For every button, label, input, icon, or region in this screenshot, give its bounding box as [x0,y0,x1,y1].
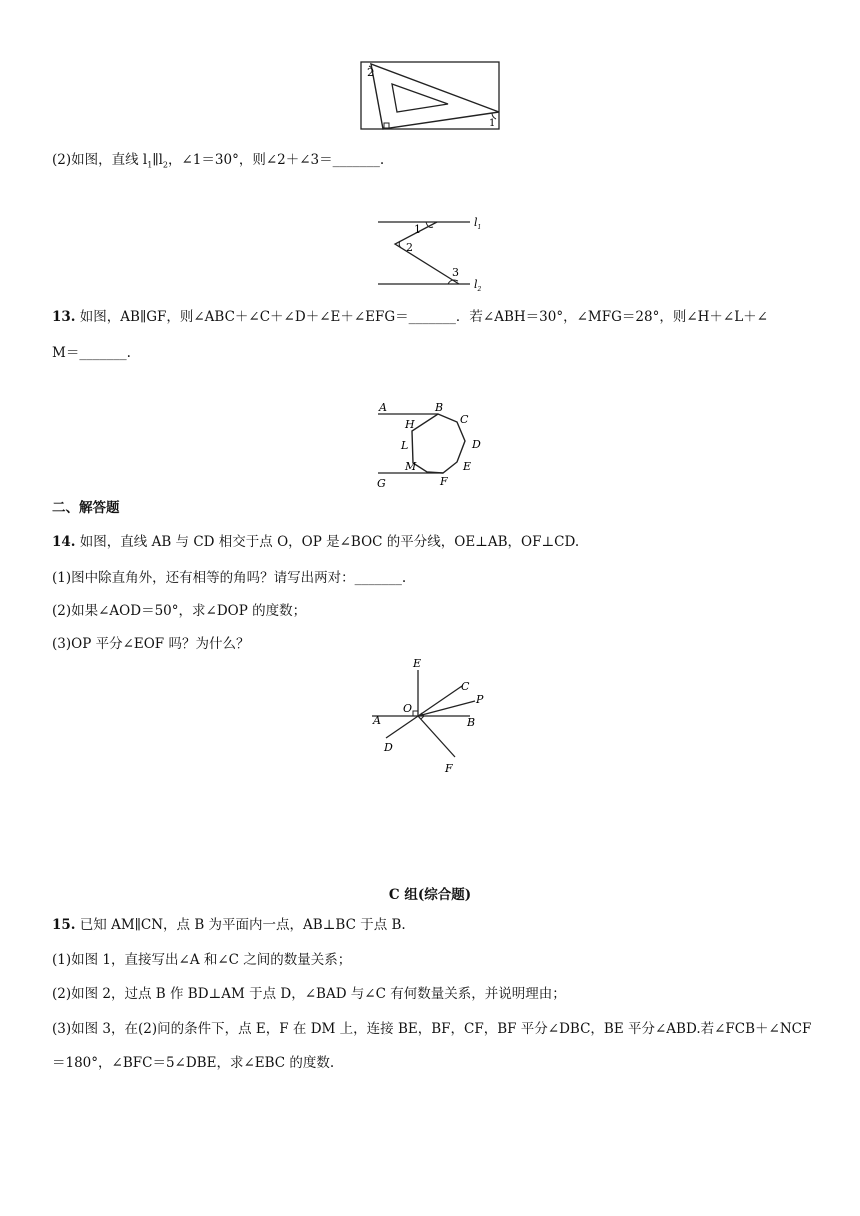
q12-part2: (2)如图，直线 $l_1\parallel l_2$，∠1＝30°，则∠2＋∠3＝_______. [52,152,385,170]
label-D: D [472,438,481,451]
label-2: 2 [367,66,374,79]
q14-stem: 14. 如图，直线 AB 与 CD 相交于点 O，OP 是∠BOC 的平分线，OE⊥AB，OF⊥CD. [52,534,580,550]
label-1: 1 [414,223,421,236]
q13-line1: 13. 如图，AB∥GF，则∠ABC＋∠C＋∠D＋∠E＋∠EFG＝_______．若∠ABH＝30°，∠MFG＝28°，则∠H＋∠L＋∠ [52,309,768,325]
label-A: A [379,401,387,414]
label-M: M [405,460,417,473]
ray-OP [418,701,475,716]
label-3: 3 [452,266,459,279]
line-CD [386,686,462,738]
q15-part1: (1)如图 1，直接写出∠A 和∠C 之间的数量关系； [52,952,352,968]
label-H: H [405,418,415,431]
label-l1: $l_1$ [474,216,482,231]
label-1: 1 [489,118,496,129]
label-C: C [461,680,470,693]
q15-part3-line2: ＝180°，∠BFC＝5∠DBE，求∠EBC 的度数. [52,1055,335,1071]
label-E: E [463,460,472,473]
label-2: 2 [406,241,413,254]
label-O: O [403,702,413,715]
q15-stem: 15. 已知 AM∥CN，点 B 为平面内一点，AB⊥BC 于点 B. [52,917,406,933]
q15-part2: (2)如图 2，过点 B 作 BD⊥AM 于点 D，∠BAD 与∠C 有何数量关系，并说明理由； [52,986,566,1002]
section-heading: 二、解答题 [52,500,120,516]
label-B: B [435,401,444,414]
q15-part3-line1: (3)如图 3，在(2)问的条件下，点 E，F 在 DM 上，连接 BE，BF，CF，BF 平分∠DBC，BE 平分∠ABD.若∠FCB＋∠NCF [52,1021,812,1037]
label-E: E [413,657,422,670]
label-L: L [401,439,409,452]
q14-part3: (3)OP 平分∠EOF 吗？为什么？ [52,636,250,652]
label-B: B [467,716,476,729]
q14-part1: (1)图中除直角外，还有相等的角吗？请写出两对：_______. [52,570,407,586]
q13-line2: M＝_______. [52,345,131,361]
label-G: G [377,477,386,490]
label-P: P [476,693,484,706]
ray-OF [418,716,455,757]
label-F: F [445,762,453,775]
label-D: D [384,741,393,754]
right-angle-mark [413,711,418,716]
q14-part2: (2)如果∠AOD＝50°，求∠DOP 的度数； [52,603,307,619]
label-l2: $l_2$ [474,278,482,293]
label-F: F [440,475,448,488]
label-A: A [373,714,381,727]
label-C: C [460,413,469,426]
group-c-heading: C 组(综合题) [388,887,472,903]
